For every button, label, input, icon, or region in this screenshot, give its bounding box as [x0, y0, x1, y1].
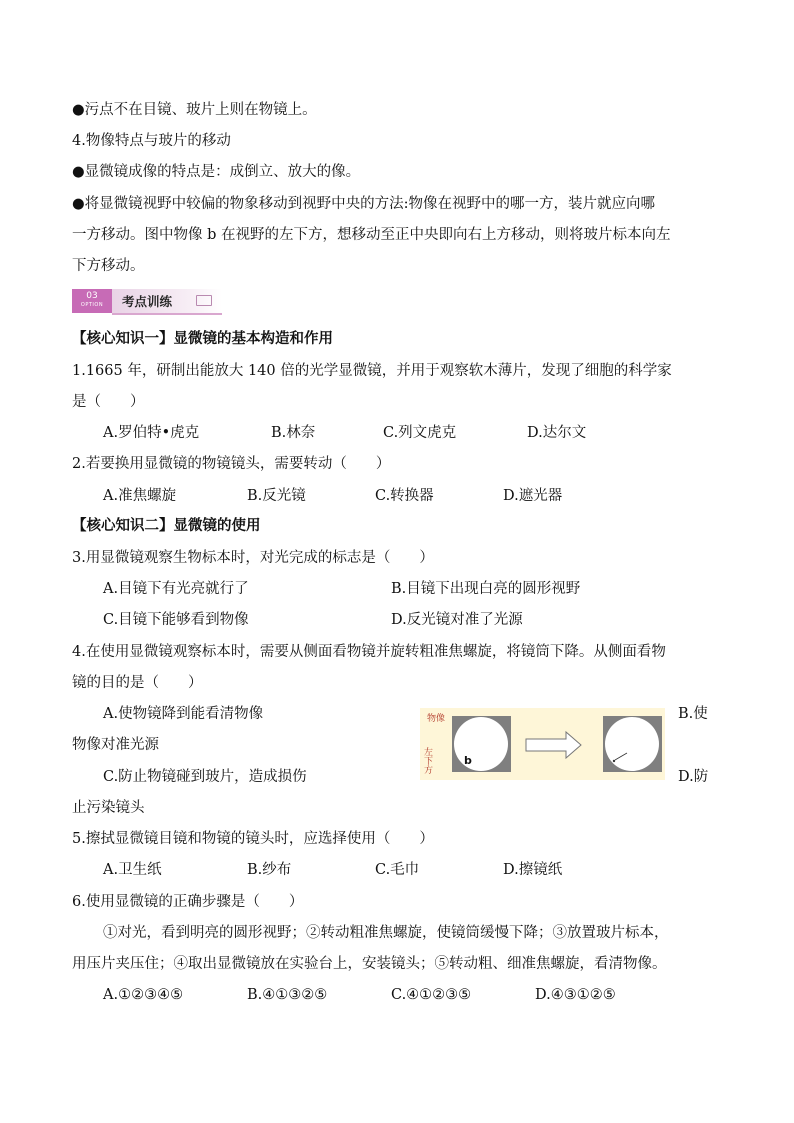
section-banner [72, 288, 222, 316]
object-b-label: b [464, 754, 472, 767]
intro-line-1: ●污点不在目镜、玻片上则在物镜上。 [72, 102, 317, 118]
section-heading-2: 【核心知识二】显微镜的使用 [72, 517, 261, 534]
q2-stem: 2.若要换用显微镜的物镜镜头，需要转动（ ） [72, 456, 391, 472]
q5-option-a: A.卫生纸 [103, 862, 162, 878]
q3-option-b: B.目镜下出现白亮的圆形视野 [391, 581, 581, 597]
q4-option-a: A.使物镜降到能看清物像 [103, 706, 264, 722]
q6-steps-line-1: ①对光，看到明亮的圆形视野；②转动粗准焦螺旋，使镜筒缓慢下降；③放置玻片标本， [103, 925, 669, 941]
q5-option-c: C.毛巾 [375, 862, 420, 878]
q6-option-d: D.④③①②⑤ [535, 987, 616, 1003]
banner-sub: OPTION [80, 302, 104, 308]
q6-steps-line-2: 用压片夹压住；④取出显微镜放在实验台上，安装镜头；⑤转动粗、细准焦螺旋，看清物像。 [72, 956, 667, 972]
q3-option-c: C.目镜下能够看到物像 [103, 612, 249, 628]
figure-label-top: 物像 [427, 714, 446, 724]
banner-number: 03 [86, 291, 98, 301]
intro-line-6: 下方移动。 [72, 258, 145, 274]
field-left-circle [454, 717, 508, 771]
q3-stem: 3.用显微镜观察生物标本时，对光完成的标志是（ ） [72, 550, 434, 566]
q3-option-a: A.目镜下有光亮就行了 [103, 581, 249, 597]
q2-option-b: B.反光镜 [247, 488, 306, 504]
q6-stem: 6.使用显微镜的正确步骤是（ ） [72, 894, 304, 910]
intro-line-4: ●将显微镜视野中较偏的物象移动到视野中央的方法:物像在视野中的哪一方，装片就应向哪 [72, 196, 656, 212]
q1-option-c: C.列文虎克 [383, 425, 457, 441]
q1-option-d: D.达尔文 [527, 425, 587, 441]
q4-option-b-end: 物像对准光源 [72, 737, 159, 753]
intro-line-3: ●显微镜成像的特点是：成倒立、放大的像。 [72, 164, 361, 180]
figure-label-bottom: 左下方 [422, 747, 432, 774]
q4-option-b-start: B.使 [678, 706, 708, 722]
section-heading-1: 【核心知识一】显微镜的基本构造和作用 [72, 330, 333, 347]
q1-option-a: A.罗伯特•虎克 [103, 425, 200, 441]
q1-option-b: B.林奈 [271, 425, 316, 441]
q5-option-d: D.擦镜纸 [503, 862, 563, 878]
q5-stem: 5.擦拭显微镜目镜和物镜的镜头时，应选择使用（ ） [72, 831, 434, 847]
q4-option-d-start: D.防 [678, 769, 709, 785]
q4-stem-line-1: 4.在使用显微镜观察标本时，需要从侧面看物镜并旋转粗准焦螺旋，将镜筒下降。从侧面看物 [72, 644, 666, 660]
q4-stem-line-2: 镜的目的是（ ） [72, 675, 203, 691]
q1-stem-line-2: 是（ ） [72, 394, 145, 410]
right-arrow-icon [526, 732, 581, 758]
object-dot [613, 760, 615, 762]
field-right-circle [605, 717, 659, 771]
intro-line-5: 一方移动。图中物像 b 在视野的左下方，想移动至正中央即向右上方移动，则将玻片标本向左 [72, 227, 671, 243]
banner-label-box [112, 289, 222, 315]
intro-line-2: 4.物像特点与玻片的移动 [72, 133, 231, 149]
q6-option-c: C.④①②③⑤ [391, 987, 472, 1003]
q6-option-a: A.①②③④⑤ [103, 987, 184, 1003]
q4-option-d-end: 止污染镜头 [72, 800, 145, 816]
banner-label: 考点训练 [122, 294, 173, 309]
microscope-field-figure [420, 708, 665, 780]
banner-badge [72, 289, 112, 313]
q2-option-c: C.转换器 [375, 488, 434, 504]
figure-svg [420, 708, 665, 780]
q1-stem-line-1: 1.1665 年，研制出能放大 140 倍的光学显微镜，并用于观察软木薄片，发现了细胞的科学家 [72, 363, 672, 379]
q5-option-b: B.纱布 [247, 862, 292, 878]
q2-option-a: A.准焦螺旋 [103, 488, 177, 504]
q6-option-b: B.④①③②⑤ [247, 987, 328, 1003]
monitor-icon [196, 295, 212, 306]
q3-option-d: D.反光镜对准了光源 [391, 612, 523, 628]
q4-option-c: C.防止物镜碰到玻片，造成损伤 [103, 769, 307, 785]
q2-option-d: D.遮光器 [503, 488, 563, 504]
